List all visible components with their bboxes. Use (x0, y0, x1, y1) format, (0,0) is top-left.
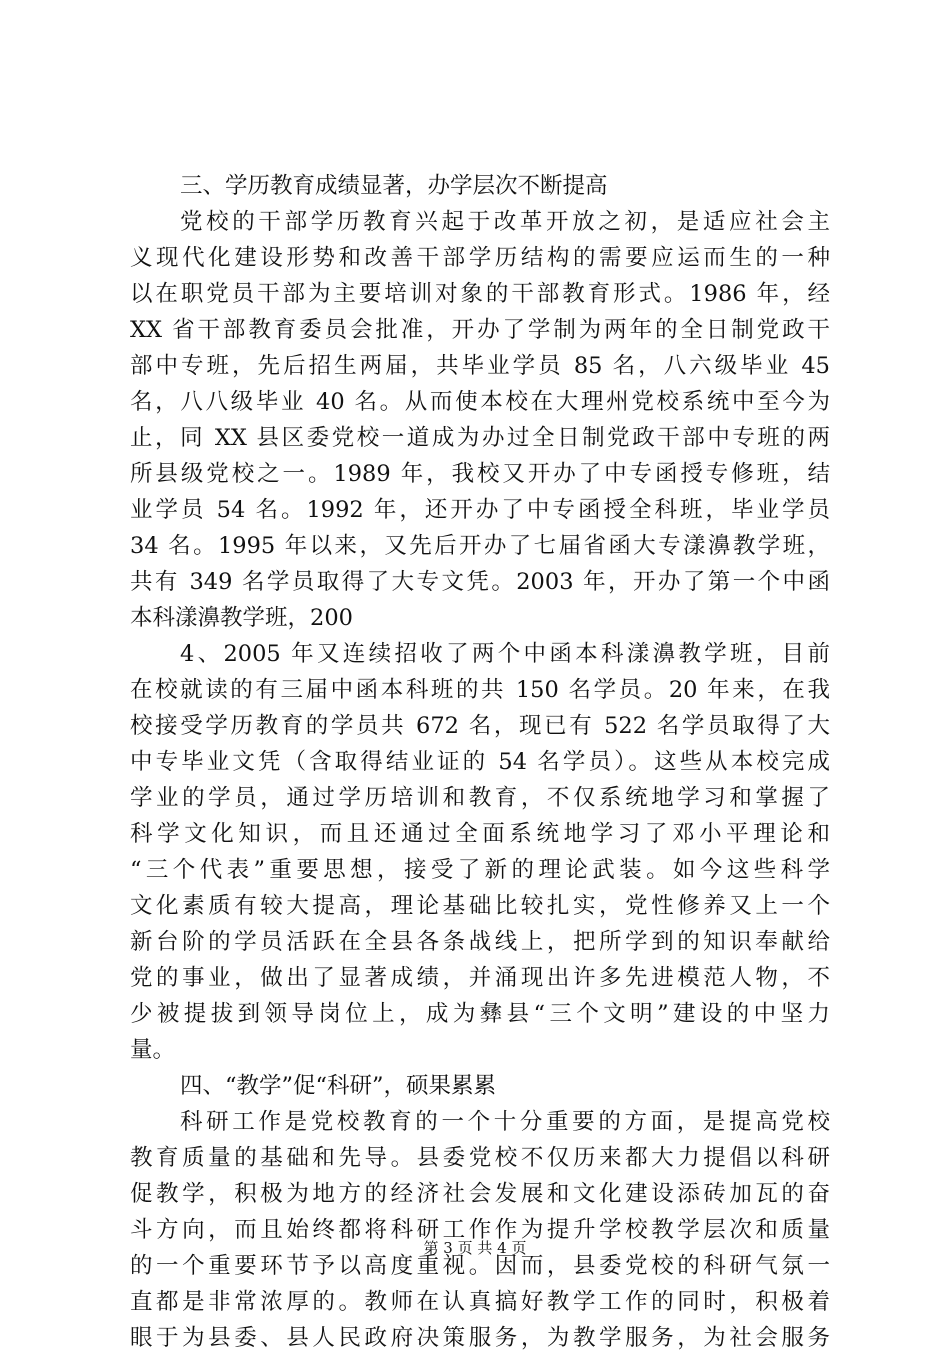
text-line: 义现代化建设形势和改善干部学历结构的需要应运而生的一种 (130, 245, 830, 271)
text-line: 文化素质有较大提高，理论基础比较扎实，党性修养又上一个 (130, 893, 830, 919)
text-line: 三、学历教育成绩显著，办学层次不断提高 (180, 173, 608, 199)
text-line: XX 省干部教育委员会批准，开办了学制为两年的全日制党政干 (130, 317, 830, 343)
text-line: 4、2005 年又连续招收了两个中函本科漾濞教学班，目前 (180, 641, 830, 667)
text-line: 量。 (130, 1037, 176, 1063)
page-footer: 第 3 页 共 4 页 (423, 1239, 527, 1257)
text-line: 校接受学历教育的学员共 672 名，现已有 522 名学员取得了大 (130, 713, 830, 739)
text-line: 的一个重要环节予以高度重视。因而，县委党校的科研气氛一 (130, 1253, 830, 1279)
text-line: 新台阶的学员活跃在全县各条战线上，把所学到的知识奉献给 (130, 929, 830, 955)
text-line: 在校就读的有三届中函本科班的共 150 名学员。20 年来，在我 (130, 677, 830, 703)
text-line: 少被提拔到领导岗位上，成为彝县“三个文明”建设的中坚力 (130, 1001, 830, 1027)
text-line: 所县级党校之一。1989 年，我校又开办了中专函授专修班，结 (130, 461, 830, 487)
text-line: 中专毕业文凭（含取得结业证的 54 名学员）。这些从本校完成 (130, 749, 830, 775)
text-line: 学业的学员，通过学历培训和教育，不仅系统地学习和掌握了 (130, 785, 830, 811)
text-line: 党的事业，做出了显著成绩，并涌现出许多先进模范人物，不 (130, 965, 830, 991)
text-line: 本科漾濞教学班，200 (130, 605, 353, 631)
text-line: 共有 349 名学员取得了大专文凭。2003 年，开办了第一个中函 (130, 569, 830, 595)
text-line: 四、“教学”促“科研”，硕果累累 (180, 1073, 497, 1099)
text-line: 业学员 54 名。1992 年，还开办了中专函授全科班，毕业学员 (130, 497, 830, 523)
text-line: 教育质量的基础和先导。县委党校不仅历来都大力提倡以科研 (130, 1145, 830, 1171)
text-line: 眼于为县委、县人民政府决策服务，为教学服务，为社会服务 (130, 1325, 830, 1351)
text-line: 党校的干部学历教育兴起于改革开放之初，是适应社会主 (180, 209, 830, 235)
text-line: 以在职党员干部为主要培训对象的干部教育形式。1986 年，经 (130, 281, 830, 307)
text-line: 34 名。1995 年以来，又先后开办了七届省函大专漾濞教学班， (130, 533, 830, 559)
text-line: 止，同 XX 县区委党校一道成为办过全日制党政干部中专班的两 (130, 425, 830, 451)
document-body (130, 168, 830, 1356)
text-line: 直都是非常浓厚的。教师在认真搞好教学工作的同时，积极着 (130, 1289, 830, 1315)
text-line: 科研工作是党校教育的一个十分重要的方面，是提高党校 (180, 1109, 830, 1135)
text-line: “三个代表”重要思想，接受了新的理论武装。如今这些科学 (130, 857, 830, 883)
text-line: 科学文化知识，而且还通过全面系统地学习了邓小平理论和 (130, 821, 830, 847)
text-line: 名，八八级毕业 40 名。从而使本校在大理州党校系统中至今为 (130, 389, 830, 415)
text-line: 部中专班，先后招生两届，共毕业学员 85 名，八六级毕业 45 (130, 353, 830, 379)
text-line: 斗方向，而且始终都将科研工作作为提升学校教学层次和质量 (130, 1217, 830, 1243)
text-line: 促教学，积极为地方的经济社会发展和文化建设添砖加瓦的奋 (130, 1181, 830, 1207)
